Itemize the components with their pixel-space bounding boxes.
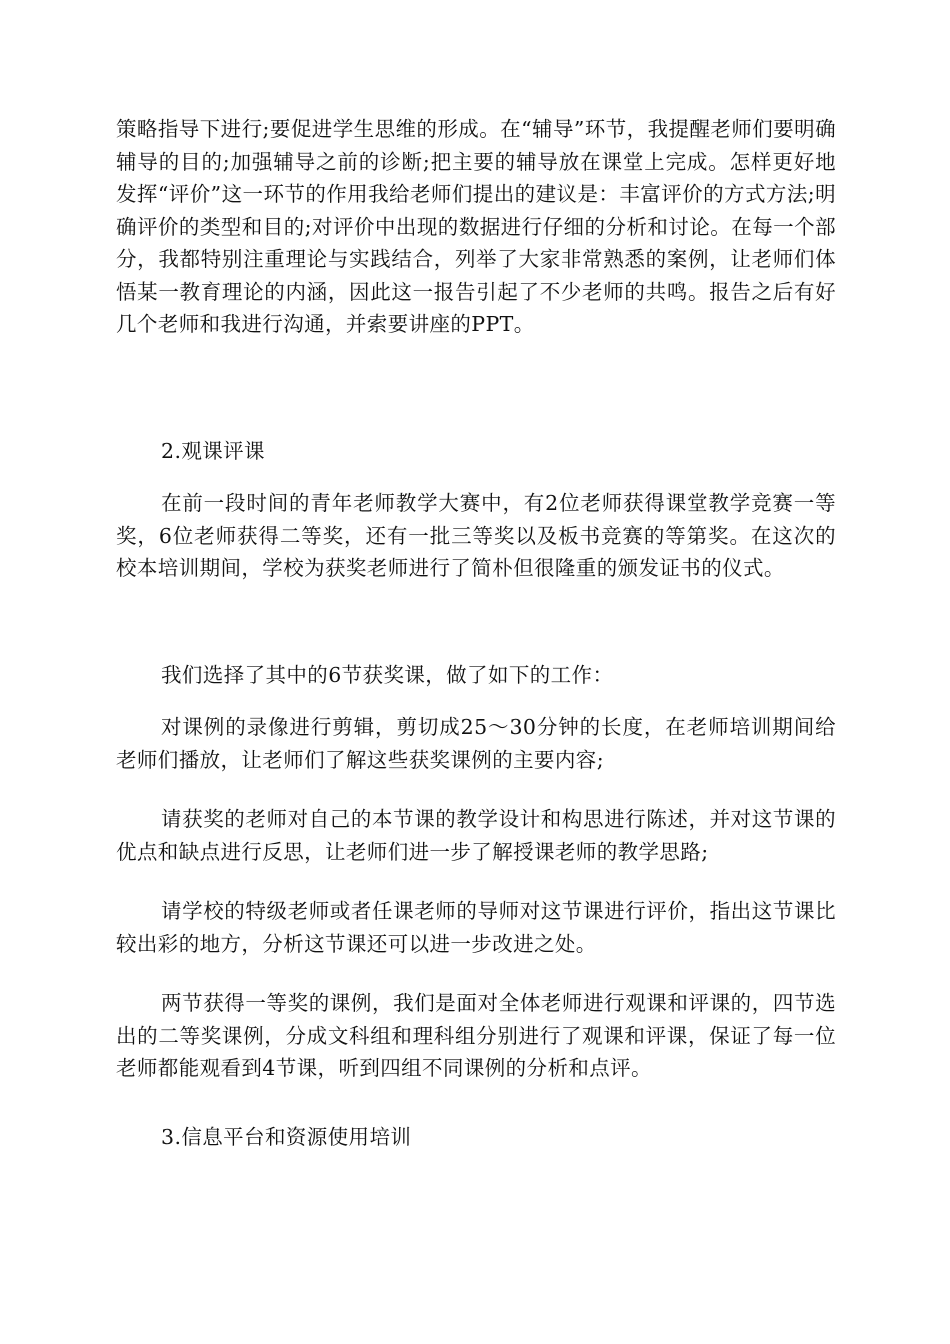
paragraph-continuation: 策略指导下进行;要促进学生思维的形成。在“辅导”环节，我提醒老师们要明确辅导的目的;加强辅导之前的诊断;把主要的辅导放在课堂上完成。怎样更好地发挥“评价”这一环节的作用我给老师们提出的建议是：丰富评价的方式方法;明确评价的类型和目的;对评价中出现的数据进行仔细的分析和讨论。在每一个部分，我都特别注重理论与实践结合，列举了大家非常熟悉的案例，让老师们体悟某一教育理论的内涵，因此这一报告引起了不少老师的共鸣。报告之后有好几个老师和我进行沟通，并索要讲座的PPT。 [116,117,836,336]
paragraph-mentor-evaluation: 请学校的特级老师或者任课老师的导师对这节课进行评价，指出这节课比较出彩的地方，分析这节课还可以进一步改进之处。 [116,899,836,956]
paragraph-teacher-reflection: 请获奖的老师对自己的本节课的教学设计和构思进行陈述，并对这节课的优点和缺点进行反思，让老师们进一步了解授课老师的教学思路; [116,807,836,864]
paragraph-video-editing: 对课例的录像进行剪辑，剪切成25～30分钟的长度，在老师培训期间给老师们播放，让老师们了解这些获奖课例的主要内容; [116,715,836,772]
section-heading-platform-training: 3.信息平台和资源使用培训 [161,1125,412,1149]
paragraph-selected-lessons: 我们选择了其中的6节获奖课，做了如下的工作： [161,663,614,687]
paragraph-group-observation: 两节获得一等奖的课例，我们是面对全体老师进行观课和评课的，四节选出的二等奖课例，分成文科组和理科组分别进行了观课和评课，保证了每一位老师都能观看到4节课，听到四组不同课例的分析和点评。 [116,991,836,1080]
paragraph-teaching-contest: 在前一段时间的青年老师教学大赛中，有2位老师获得课堂教学竞赛一等奖，6位老师获得二等奖，还有一批三等奖以及板书竞赛的等第奖。在这次的校本培训期间，学校为获奖老师进行了简朴但很隆重的颁发证书的仪式。 [116,491,836,580]
section-heading-observe-evaluate: 2.观课评课 [161,439,265,463]
